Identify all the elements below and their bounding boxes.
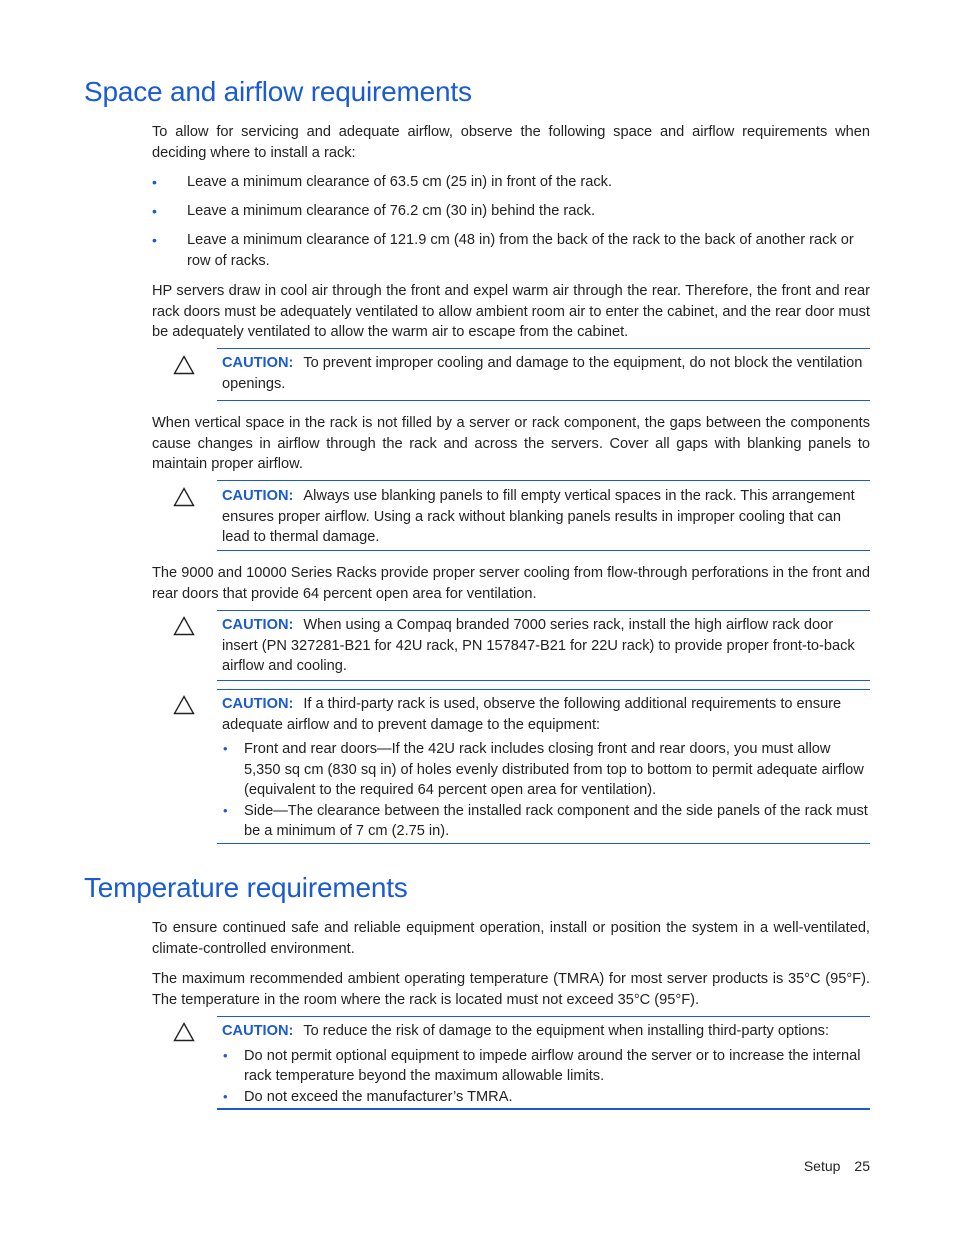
- caution-text: When using a Compaq branded 7000 series rack, install the high airflow rack door insert (PN 327281-B21 for 42U rack, PN 157847-B21 for 22U rack) to provide proper front-to-back airflow and cooling.: [222, 617, 855, 674]
- caution-text: To reduce the risk of damage to the equipment when installing third-party options:: [303, 1023, 830, 1039]
- caution-bottom-rule: [217, 680, 870, 681]
- caution-triangle-icon: [173, 616, 195, 636]
- bullet-icon: •: [152, 203, 157, 219]
- caution-triangle-icon: [173, 487, 195, 507]
- intro-paragraph: To allow for servicing and adequate airflow, observe the following space and airflow requirements when deciding where to install a rack:: [152, 124, 870, 161]
- body-paragraph: The 9000 and 10000 Series Racks provide proper server cooling from flow-through perforations in the front and rear doors that provide 64 percent open area for ventilation.: [152, 565, 870, 602]
- caution-top-rule: [217, 610, 870, 611]
- list-item: [152, 201, 870, 222]
- page-number: 25: [854, 1158, 870, 1174]
- list-item-text: Leave a minimum clearance of 76.2 cm (30 in) behind the rack.: [187, 203, 596, 219]
- caution-note: [222, 615, 868, 677]
- list-item-text: Leave a minimum clearance of 63.5 cm (25 in) in front of the rack.: [187, 174, 613, 190]
- bullet-icon: •: [152, 174, 157, 190]
- caution-label: CAUTION:: [222, 355, 294, 371]
- list-item-text: Do not exceed the manufacturer’s TMRA.: [244, 1088, 513, 1105]
- page-footer: [804, 1158, 870, 1174]
- list-item: [222, 739, 868, 801]
- caution-note: [222, 1021, 868, 1107]
- body-paragraph: The maximum recommended ambient operating temperature (TMRA) for most server products is 35°C (95°F). The temperature in the room where the rack is located must not exceed 35°C (95°F).: [152, 971, 870, 1008]
- caution-note: [222, 486, 868, 548]
- list-item-text: Leave a minimum clearance of 121.9 cm (48 in) from the back of the rack to the back of another rack or row of racks.: [187, 232, 854, 269]
- caution-triangle-icon: [173, 1022, 195, 1042]
- caution-bottom-rule: [217, 550, 870, 551]
- caution-label: CAUTION:: [222, 488, 294, 504]
- caution-top-rule: [217, 480, 870, 481]
- list-item: [222, 1046, 868, 1087]
- bullet-icon: •: [223, 802, 228, 818]
- caution-bottom-rule: [217, 1108, 870, 1110]
- caution-label: CAUTION:: [222, 1023, 294, 1039]
- section-title-space-airflow: Space and airflow requirements: [84, 76, 472, 107]
- list-item-text: Side—The clearance between the installed rack component and the side panels of the rack must be a minimum of 7 cm (2.75 in).: [244, 802, 868, 839]
- bullet-icon: •: [152, 232, 157, 248]
- list-item-text: Front and rear doors—If the 42U rack includes closing front and rear doors, you must allow 5,350 sq cm (830 sq in) of holes evenly distributed from top to bottom to permit adequate airflow (equivalent to the required 64 percent open area for ventilation).: [244, 741, 864, 798]
- bullet-icon: •: [223, 1088, 228, 1104]
- caution-list: [222, 1046, 868, 1108]
- list-item: [222, 801, 868, 842]
- caution-text: Always use blanking panels to fill empty vertical spaces in the rack. This arrangement ensures proper airflow. Using a rack without blanking panels results in improper cooling that can lead to thermal damage.: [222, 488, 855, 545]
- footer-section-name: Setup: [803, 1158, 841, 1174]
- caution-note: [222, 353, 868, 394]
- section-title-temperature: Temperature requirements: [84, 872, 408, 903]
- caution-bottom-rule: [217, 843, 870, 844]
- list-item: [222, 1087, 868, 1108]
- caution-bottom-rule: [217, 400, 870, 401]
- caution-top-rule: [217, 1016, 870, 1017]
- caution-top-rule: [217, 348, 870, 349]
- list-item: [152, 230, 870, 271]
- list-item-text: Do not permit optional equipment to impede airflow around the server or to increase the internal rack temperature beyond the maximum allowable limits.: [244, 1047, 861, 1084]
- caution-text: To prevent improper cooling and damage to the equipment, do not block the ventilation openings.: [222, 355, 863, 392]
- caution-text: If a third-party rack is used, observe the following additional requirements to ensure adequate airflow and to prevent damage to the equipment:: [222, 696, 842, 733]
- body-paragraph: HP servers draw in cool air through the front and expel warm air through the rear. Therefore, the front and rear rack doors must be adequately ventilated to allow ambient room air to enter the cabinet, and the rear door must be adequately ventilated to allow the warm air to escape from the cabinet.: [152, 283, 870, 340]
- body-paragraph: When vertical space in the rack is not filled by a server or rack component, the gaps between the components cause changes in airflow through the rack and across the servers. Cover all gaps with blanking panels to maintain proper airflow.: [152, 415, 870, 472]
- bullet-icon: •: [223, 1047, 228, 1063]
- caution-note: [222, 694, 868, 842]
- list-item: [152, 172, 870, 193]
- body-paragraph: To ensure continued safe and reliable equipment operation, install or position the system in a well-ventilated, climate-controlled environment.: [152, 920, 870, 957]
- caution-label: CAUTION:: [222, 696, 294, 712]
- caution-list: [222, 739, 868, 842]
- caution-triangle-icon: [173, 695, 195, 715]
- bullet-icon: •: [223, 741, 228, 756]
- caution-label: CAUTION:: [222, 617, 294, 633]
- caution-top-rule: [217, 689, 870, 690]
- caution-triangle-icon: [173, 355, 195, 375]
